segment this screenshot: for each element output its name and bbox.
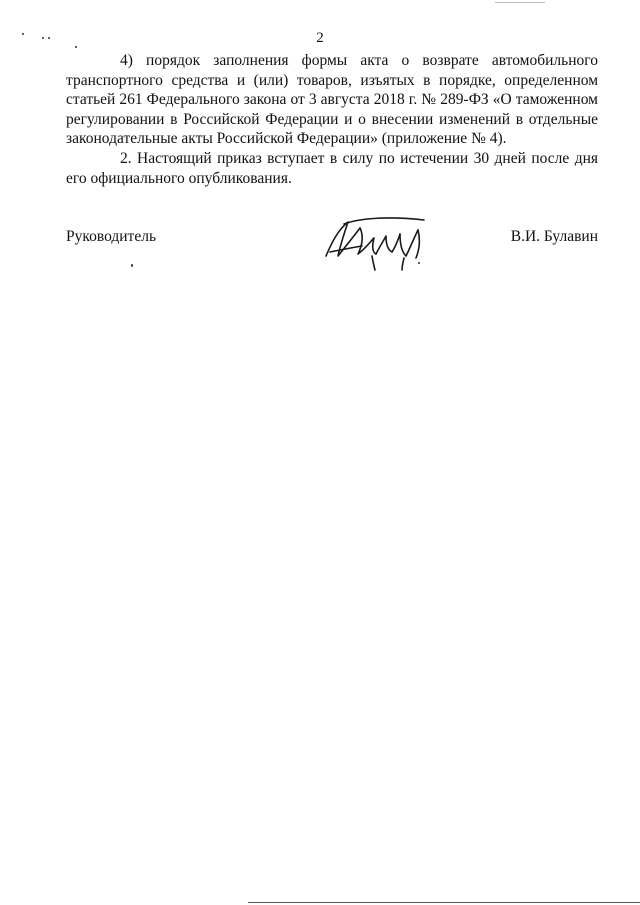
signer-name: В.И. Булавин xyxy=(510,228,598,245)
signature-block xyxy=(66,212,598,272)
paragraph-effective-date: 2. Настоящий приказ вступает в силу по истечении 30 дней после дня его официального опубликования. xyxy=(66,149,598,187)
document-body xyxy=(66,51,598,188)
scan-speck xyxy=(418,262,420,264)
scan-speck xyxy=(75,46,77,48)
handwritten-signature xyxy=(320,212,440,272)
signer-position: Руководитель xyxy=(66,228,157,245)
paragraph-item-4: 4) порядок заполнения формы акта о возврате автомобильного транспортного средства и (или) товаров, изъятых в порядке, определенном статьей 261 Федерального закона от 3 августа 2018 г. № 289-ФЗ «О таможенном регулировании в Российской Федерации и о внесении изменений в отдельные законодательные акты Российской Федерации» (приложение № 4). xyxy=(66,52,598,148)
scan-speck xyxy=(22,33,24,35)
scan-edge-line xyxy=(248,902,640,903)
scan-speck xyxy=(48,37,50,39)
scan-speck xyxy=(131,264,133,267)
scan-edge-line xyxy=(495,2,545,3)
page-number: 2 xyxy=(316,30,324,46)
scan-speck xyxy=(42,37,44,39)
